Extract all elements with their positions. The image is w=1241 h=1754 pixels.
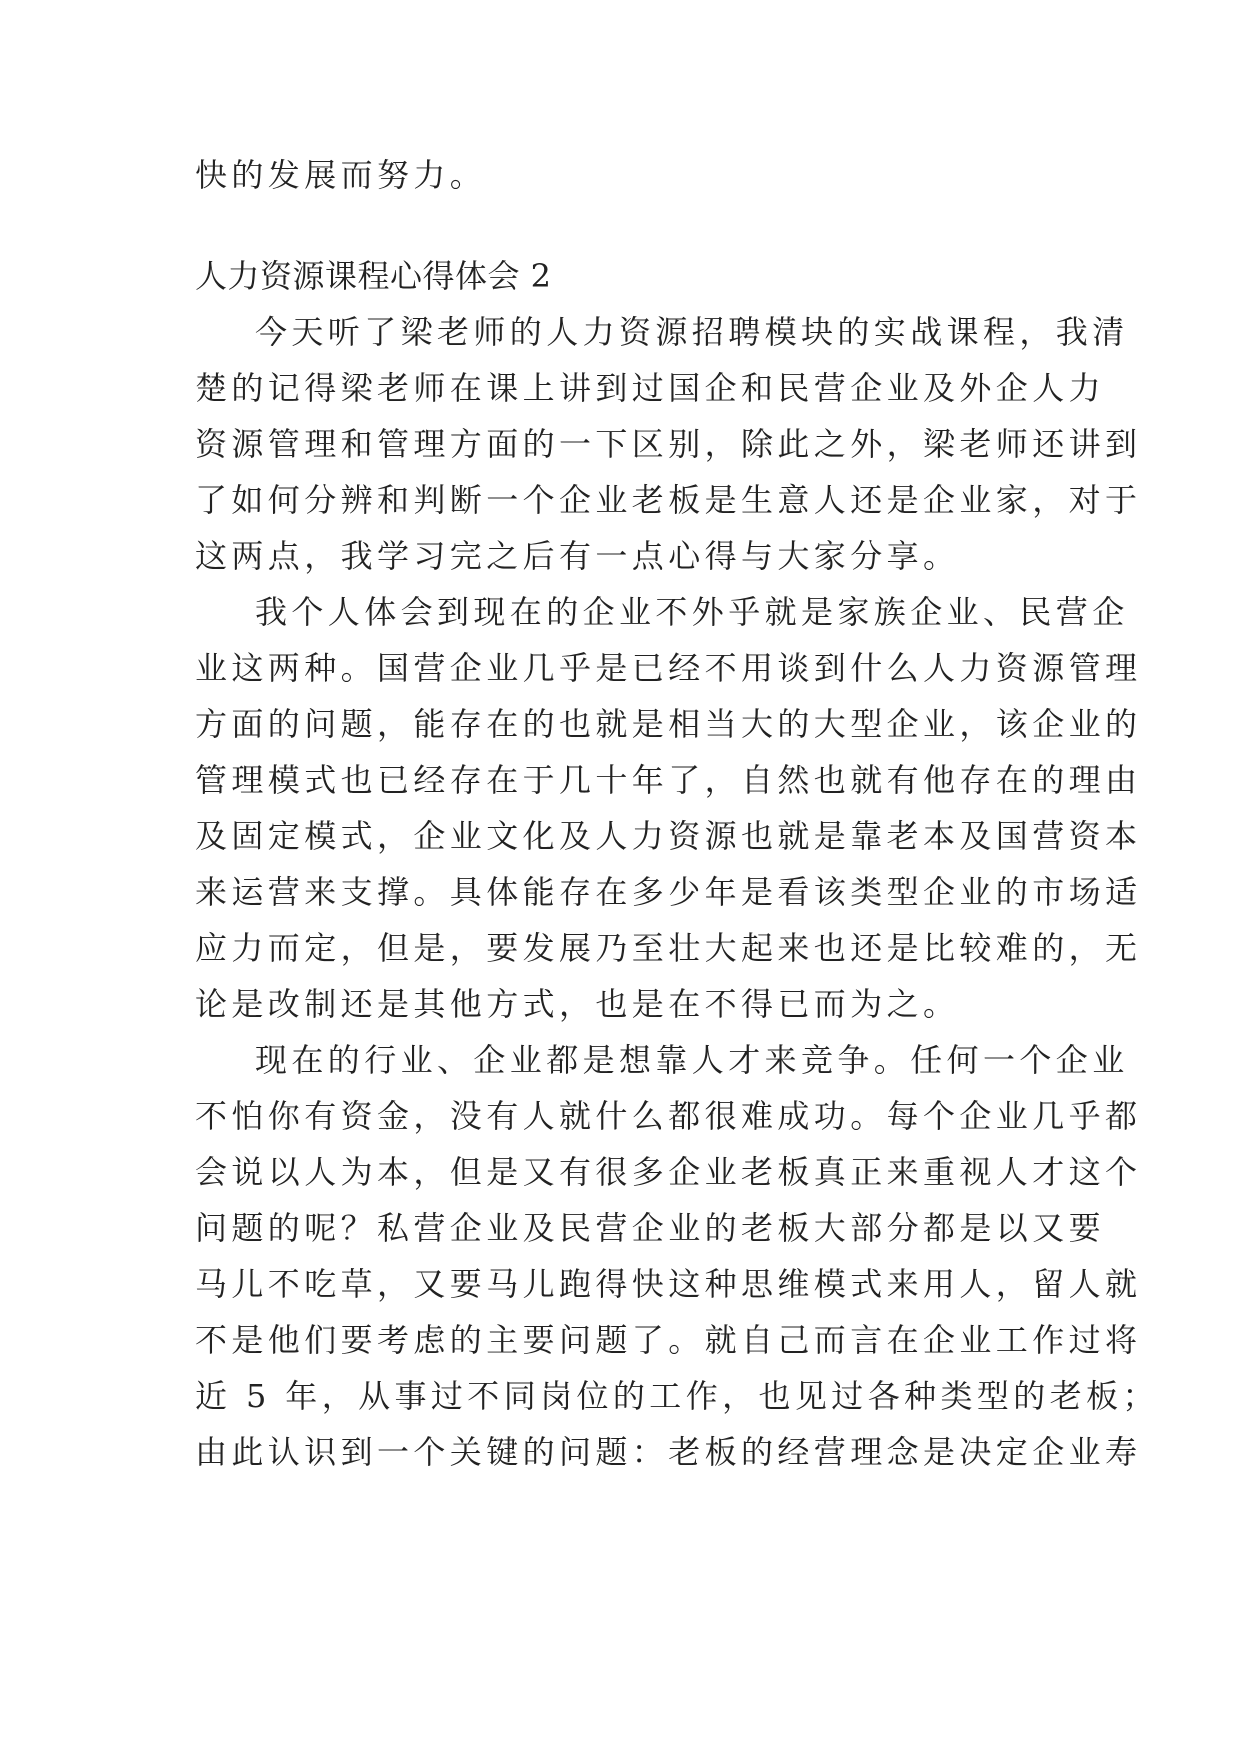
paragraph-3-line-1: 现在的行业、企业都是想靠人才来竞争。任何一个企业 <box>255 1041 1129 1079</box>
paragraph-1-line-3: 资源管理和管理方面的一下区别，除此之外，梁老师还讲到 <box>195 425 1142 463</box>
paragraph-1-line-2: 楚的记得梁老师在课上讲到过国企和民营企业及外企人力 <box>195 369 1106 407</box>
paragraph-2-line-1: 我个人体会到现在的企业不外乎就是家族企业、民营企 <box>255 593 1129 631</box>
paragraph-2-line-6: 来运营来支撑。具体能存在多少年是看该类型企业的市场适 <box>195 873 1142 911</box>
paragraph-3-line-3: 会说以人为本，但是又有很多企业老板真正来重视人才这个 <box>195 1153 1142 1191</box>
paragraph-2-line-7: 应力而定，但是，要发展乃至壮大起来也还是比较难的，无 <box>195 929 1142 967</box>
paragraph-3-line-4: 问题的呢？私营企业及民营企业的老板大部分都是以又要 <box>195 1209 1106 1247</box>
paragraph-2-line-3: 方面的问题，能存在的也就是相当大的大型企业，该企业的 <box>195 705 1142 743</box>
paragraph-1-line-5: 这两点，我学习完之后有一点心得与大家分享。 <box>195 537 960 575</box>
paragraph-3-line-5: 马儿不吃草，又要马儿跑得快这种思维模式来用人，留人就 <box>195 1265 1142 1303</box>
paragraph-2-line-5: 及固定模式，企业文化及人力资源也就是靠老本及国营资本 <box>195 817 1142 855</box>
paragraph-1-line-1: 今天听了梁老师的人力资源招聘模块的实战课程，我清 <box>255 313 1129 351</box>
paragraph-1-line-4: 了如何分辨和判断一个企业老板是生意人还是企业家，对于 <box>195 481 1142 519</box>
paragraph-2-line-2: 业这两种。国营企业几乎是已经不用谈到什么人力资源管理 <box>195 649 1142 687</box>
paragraph-2-line-4: 管理模式也已经存在于几十年了，自然也就有他存在的理由 <box>195 761 1142 799</box>
paragraph-2-line-8: 论是改制还是其他方式，也是在不得已而为之。 <box>195 985 960 1023</box>
text-line-continuation: 快的发展而努力。 <box>195 156 487 194</box>
paragraph-3-line-6: 不是他们要考虑的主要问题了。就自己而言在企业工作过将 <box>195 1321 1142 1359</box>
paragraph-3-line-2: 不怕你有资金，没有人就什么都很难成功。每个企业几乎都 <box>195 1097 1142 1135</box>
paragraph-3-line-7: 近 5 年，从事过不同岗位的工作，也见过各种类型的老板； <box>195 1377 1159 1415</box>
paragraph-3-line-8: 由此认识到一个关键的问题：老板的经营理念是决定企业寿 <box>195 1433 1142 1471</box>
section-title: 人力资源课程心得体会 2 <box>195 257 552 295</box>
